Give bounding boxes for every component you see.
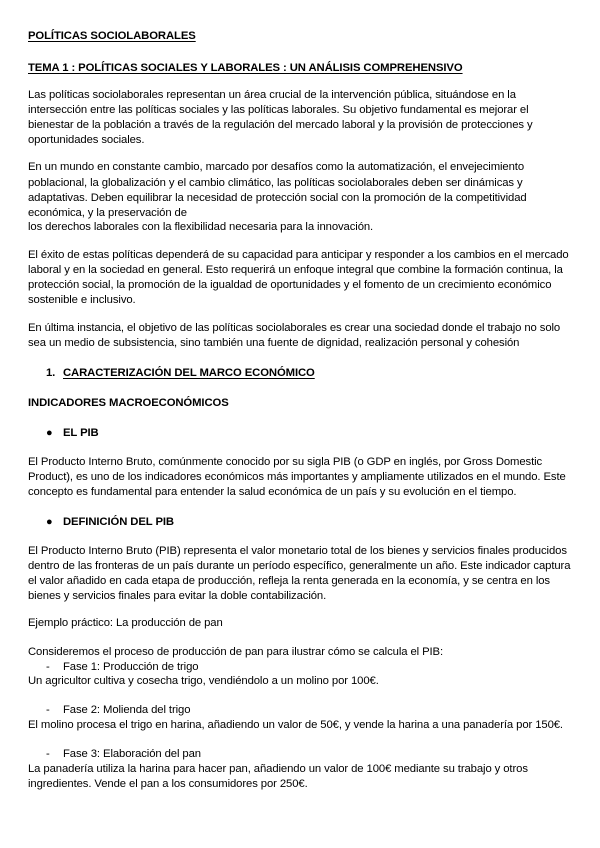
fase-text: Un agricultor cultiva y cosecha trigo, vendiéndolo a un molino por 100€.: [28, 675, 379, 687]
text-line: laboral y en la sociedad en general. Esto requerirá un enfoque integral que combine la formación continua, la: [28, 264, 563, 276]
example-title: Ejemplo práctico: La producción de pan: [28, 617, 223, 629]
bullet-heading: DEFINICIÓN DEL PIB: [63, 516, 174, 528]
fase-title: Fase 1: Producción de trigo: [63, 661, 199, 673]
bullet-icon: ●: [46, 427, 53, 439]
tema-heading: TEMA 1 : POLÍTICAS SOCIALES Y LABORALES : UN ANÁLISIS COMPREHENSIVO: [28, 62, 463, 74]
dash-marker: -: [46, 748, 50, 760]
subsection-heading: INDICADORES MACROECONÓMICOS: [28, 397, 229, 409]
fase-title: Fase 3: Elaboración del pan: [63, 748, 201, 760]
example-intro: Consideremos el proceso de producción de pan para ilustrar cómo se calcula el PIB:: [28, 646, 444, 658]
text-line: El éxito de estas políticas dependerá de su capacidad para anticipar y responder a los cambios en el mercado: [28, 249, 569, 261]
text-line: Product), es uno de los indicadores económicos más importantes y ampliamente utilizados en el mundo. Este: [28, 471, 566, 483]
fase-text: ingredientes. Vende el pan a los consumidores por 250€.: [28, 778, 308, 790]
text-line: el valor añadido en cada etapa de producción, refleja la renta generada en la economía, y se centra en los: [28, 575, 550, 587]
fase-text: La panadería utiliza la harina para hacer pan, añadiendo un valor de 100€ mediante su trabajo y otros: [28, 763, 528, 775]
bullet-heading: EL PIB: [63, 427, 99, 439]
text-line: sostenible e inclusivo.: [28, 294, 136, 306]
text-line: bienestar de la población a través de la regulación del mercado laboral y la provisión de protecciones y: [28, 119, 533, 131]
text-line: En un mundo en constante cambio, marcado por desafíos como la automatización, el envejecimiento: [28, 161, 525, 173]
section-title: CARACTERIZACIÓN DEL MARCO ECONÓMICO: [63, 367, 315, 379]
fase-title: Fase 2: Molienda del trigo: [63, 704, 191, 716]
text-line: adaptativas. Deben equilibrar la necesidad de protección social con la promoción de la competitividad: [28, 192, 527, 204]
text-line: protección social, la promoción de la igualdad de oportunidades y el fomento de un crecimiento económico: [28, 279, 552, 291]
document-title: POLÍTICAS SOCIOLABORALES: [28, 30, 196, 42]
text-line: intersección entre las políticas sociales y las políticas laborales. Su objetivo fundamental es mejorar el: [28, 104, 529, 116]
section-number: 1.: [46, 367, 56, 379]
text-line: En última instancia, el objetivo de las políticas sociolaborales es crear una sociedad donde el trabajo no solo: [28, 322, 561, 334]
dash-marker: -: [46, 704, 50, 716]
text-line: poblacional, la globalización y el cambio climático, las políticas sociolaborales deben ser dinámicas y: [28, 177, 523, 189]
bullet-icon: ●: [46, 516, 53, 528]
text-line: concepto es fundamental para entender la salud económica de un país y su evolución en el tiempo.: [28, 486, 517, 498]
text-line: económica, y la preservación de: [28, 207, 187, 219]
text-line: dentro de las fronteras de un país durante un período específico, generalmente un año. Este indicador captura: [28, 560, 571, 572]
text-line: oportunidades sociales.: [28, 134, 145, 146]
fase-text: El molino procesa el trigo en harina, añadiendo un valor de 50€, y vende la harina a una panadería por 150€.: [28, 719, 563, 731]
text-line: sea un medio de subsistencia, sino también una fuente de dignidad, realización personal y cohesión: [28, 337, 520, 349]
dash-marker: -: [46, 661, 50, 673]
text-line: El Producto Interno Bruto (PIB) representa el valor monetario total de los bienes y servicios finales producidos: [28, 545, 567, 557]
text-line: El Producto Interno Bruto, comúnmente conocido por su sigla PIB (o GDP en inglés, por Gross Domestic: [28, 456, 543, 468]
text-line: bienes y servicios finales para evitar la doble contabilización.: [28, 590, 327, 602]
text-line: los derechos laborales con la flexibilidad necesaria para la innovación.: [28, 221, 374, 233]
text-line: Las políticas sociolaborales representan un área crucial de la intervención pública, situándose en la: [28, 89, 516, 101]
